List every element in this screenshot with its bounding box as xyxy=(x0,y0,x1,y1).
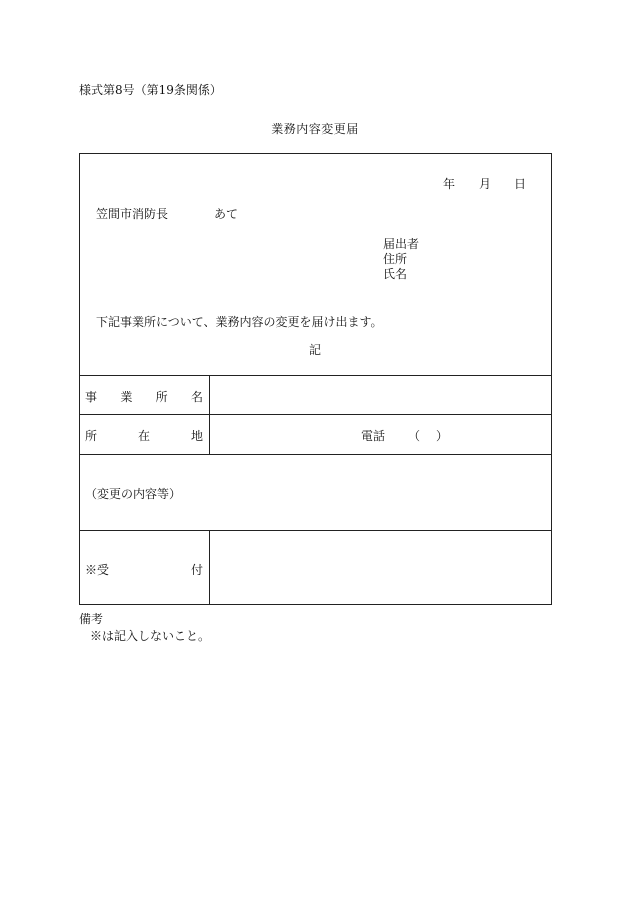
address-label: 住所 xyxy=(383,252,408,266)
row-divider xyxy=(79,375,552,376)
date-year-label: 年 xyxy=(443,177,456,191)
label-char: ※受 xyxy=(85,563,110,577)
label-char: 所 xyxy=(85,429,98,443)
phone-label: 電話 xyxy=(361,429,386,443)
office-name-label xyxy=(85,388,203,405)
label-char: 所 xyxy=(155,390,168,404)
label-char: 名 xyxy=(190,390,203,404)
remarks-title: 備考 xyxy=(79,612,104,626)
form-number: 様式第8号（第19条関係） xyxy=(79,83,222,97)
location-label xyxy=(85,427,203,444)
reception-label xyxy=(85,561,203,578)
column-divider xyxy=(209,530,210,605)
notifier-label: 届出者 xyxy=(383,237,420,251)
phone-paren-open: （ xyxy=(408,429,421,443)
row-divider xyxy=(79,414,552,415)
change-details-label: （変更の内容等） xyxy=(85,487,182,501)
label-char: 業 xyxy=(120,390,133,404)
date-month-label: 月 xyxy=(479,177,492,191)
name-label: 氏名 xyxy=(383,267,408,281)
label-char: 在 xyxy=(137,429,150,443)
column-divider xyxy=(209,375,210,454)
addressee-name: 笠間市消防長 xyxy=(96,207,169,221)
addressee-suffix: あて xyxy=(214,207,239,221)
label-char: 付 xyxy=(190,563,203,577)
label-char: 地 xyxy=(190,429,203,443)
remarks-note: ※は記入しないこと。 xyxy=(90,629,211,643)
row-divider xyxy=(79,454,552,455)
phone-paren-close: ） xyxy=(436,429,449,443)
form-title: 業務内容変更届 xyxy=(271,122,359,136)
date-day-label: 日 xyxy=(514,177,527,191)
label-char: 事 xyxy=(85,390,98,404)
row-divider xyxy=(79,530,552,531)
statement-text: 下記事業所について、業務内容の変更を届け出ます。 xyxy=(96,315,383,329)
ki-label: 記 xyxy=(308,343,321,357)
